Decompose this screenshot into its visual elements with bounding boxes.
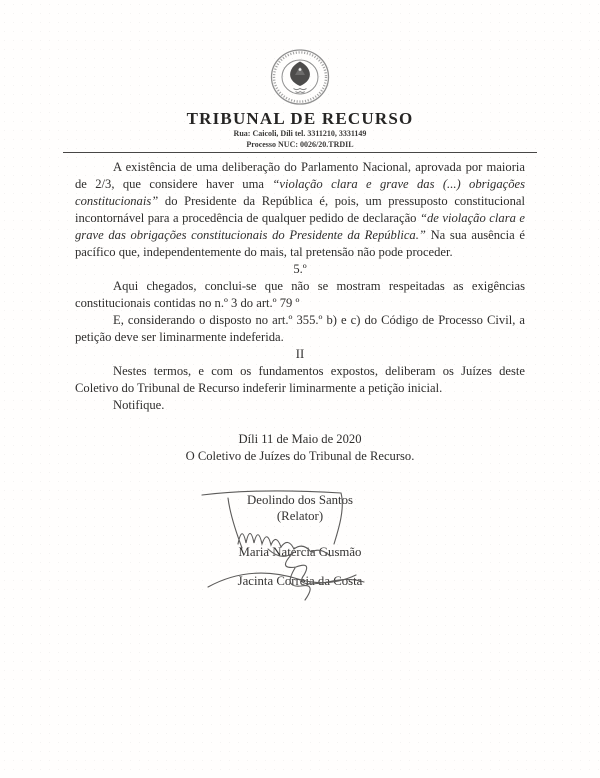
signature-name-1: Deolindo dos Santos [247, 492, 353, 507]
signature-name-2: Maria Natércia Gusmão [238, 544, 362, 559]
paragraph-1 [75, 159, 525, 261]
date-line: Díli 11 de Maio de 2020 [238, 431, 362, 446]
paragraph-1-part-3: Na sua ausência é pacífico que, independentemente do mais, tal pretensão não pode proceder. [75, 227, 525, 259]
section-marker-ii: II [295, 346, 305, 361]
case-reference: Processo NUC: 0026/20.TRDIL [246, 139, 354, 149]
paragraph-2: Aqui chegados, conclui-se que não se mostram respeitadas as exigências constitucionais contidas no n.º 3 do art.º 79 º [75, 278, 525, 310]
document-body [0, 153, 600, 414]
document-header [0, 0, 600, 153]
signature-spacer [140, 560, 460, 573]
signature-spacer [140, 524, 460, 544]
paragraph-1-quote-2: “de violação clara e grave das obrigações constitucionais do Presidente da República.” [75, 210, 526, 242]
signature-name-3: Jacinta Correia da Costa [237, 573, 363, 588]
paragraph-notifique: Notifique. [113, 397, 165, 412]
signature-block [140, 492, 460, 589]
collective-line: O Coletivo de Juízes do Tribunal de Recurso. [185, 448, 415, 463]
closing-block [0, 431, 600, 465]
paragraph-4: Nestes termos, e com os fundamentos expostos, deliberam os Juízes deste Coletivo do Tribunal de Recurso indeferir liminarmente a petição inicial. [75, 363, 525, 395]
paragraph-1-part-1: A existência de uma deliberação do Parlamento Nacional, aprovada por maioria de 2/3, que considere haver uma [75, 159, 525, 191]
court-address: Rua: Caicoli, Díli tel. 3311210, 3331149 [233, 129, 367, 138]
paragraph-3: E, considerando o disposto no art.º 355.º b) e c) do Código de Processo Civil, a petição deve ser liminarmente indeferida. [75, 312, 525, 344]
paragraph-1-quote-1: “violação clara e grave das (...) obrigações constitucionais” [75, 176, 526, 208]
signature-role-1: (Relator) [276, 508, 324, 523]
section-marker-5: 5.º [293, 261, 307, 276]
tribunal-seal-icon [269, 48, 331, 106]
paragraph-1-part-2: do Presidente da República é, pois, um pressuposto constitucional incontornável para a procedência de qualquer pedido de declaração [75, 193, 525, 225]
court-title: TRIBUNAL DE RECURSO [186, 109, 414, 128]
